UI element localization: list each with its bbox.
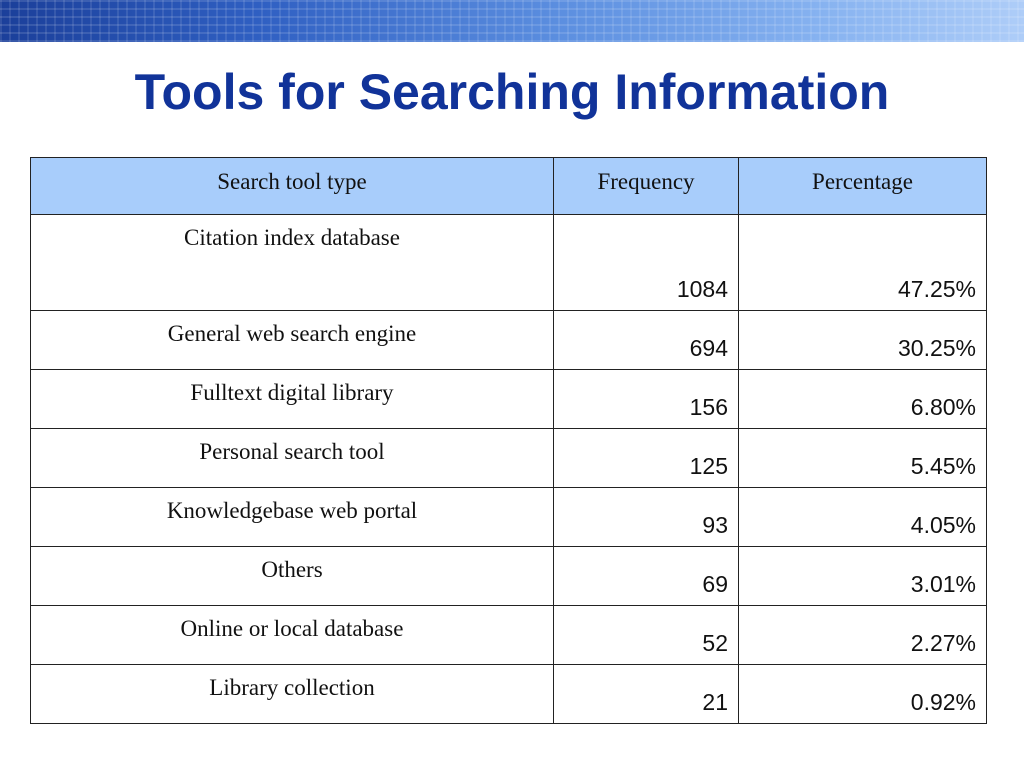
frequency-cell: 125 — [554, 429, 739, 488]
slide-title: Tools for Searching Information — [134, 64, 890, 120]
table-row — [31, 488, 987, 547]
table-row — [31, 215, 987, 311]
percentage-cell: 0.92% — [739, 665, 987, 724]
tool-type-cell: Knowledgebase web portal — [31, 488, 554, 547]
frequency-cell: 1084 — [554, 215, 739, 311]
percentage-cell: 6.80% — [739, 370, 987, 429]
table-row — [31, 547, 987, 606]
percentage-cell: 4.05% — [739, 488, 987, 547]
header-percentage: Percentage — [739, 158, 987, 215]
frequency-cell: 156 — [554, 370, 739, 429]
frequency-cell: 52 — [554, 606, 739, 665]
table-row — [31, 311, 987, 370]
header-search-tool-type: Search tool type — [31, 158, 554, 215]
percentage-cell: 5.45% — [739, 429, 987, 488]
tool-type-cell: Citation index database — [31, 215, 554, 311]
frequency-cell: 694 — [554, 311, 739, 370]
table-row — [31, 370, 987, 429]
frequency-cell: 69 — [554, 547, 739, 606]
tool-type-cell: Library collection — [31, 665, 554, 724]
tool-type-cell: Online or local database — [31, 606, 554, 665]
percentage-cell: 2.27% — [739, 606, 987, 665]
table-row — [31, 429, 987, 488]
search-tools-table — [30, 157, 987, 724]
tool-type-cell: Personal search tool — [31, 429, 554, 488]
frequency-cell: 21 — [554, 665, 739, 724]
header-frequency: Frequency — [554, 158, 739, 215]
tool-type-cell: Fulltext digital library — [31, 370, 554, 429]
percentage-cell: 47.25% — [739, 215, 987, 311]
table-row — [31, 606, 987, 665]
table-header-row — [31, 158, 987, 215]
table-row — [31, 665, 987, 724]
frequency-cell: 93 — [554, 488, 739, 547]
tool-type-cell: General web search engine — [31, 311, 554, 370]
percentage-cell: 30.25% — [739, 311, 987, 370]
tool-type-cell: Others — [31, 547, 554, 606]
decorative-header-band — [0, 0, 1024, 42]
percentage-cell: 3.01% — [739, 547, 987, 606]
